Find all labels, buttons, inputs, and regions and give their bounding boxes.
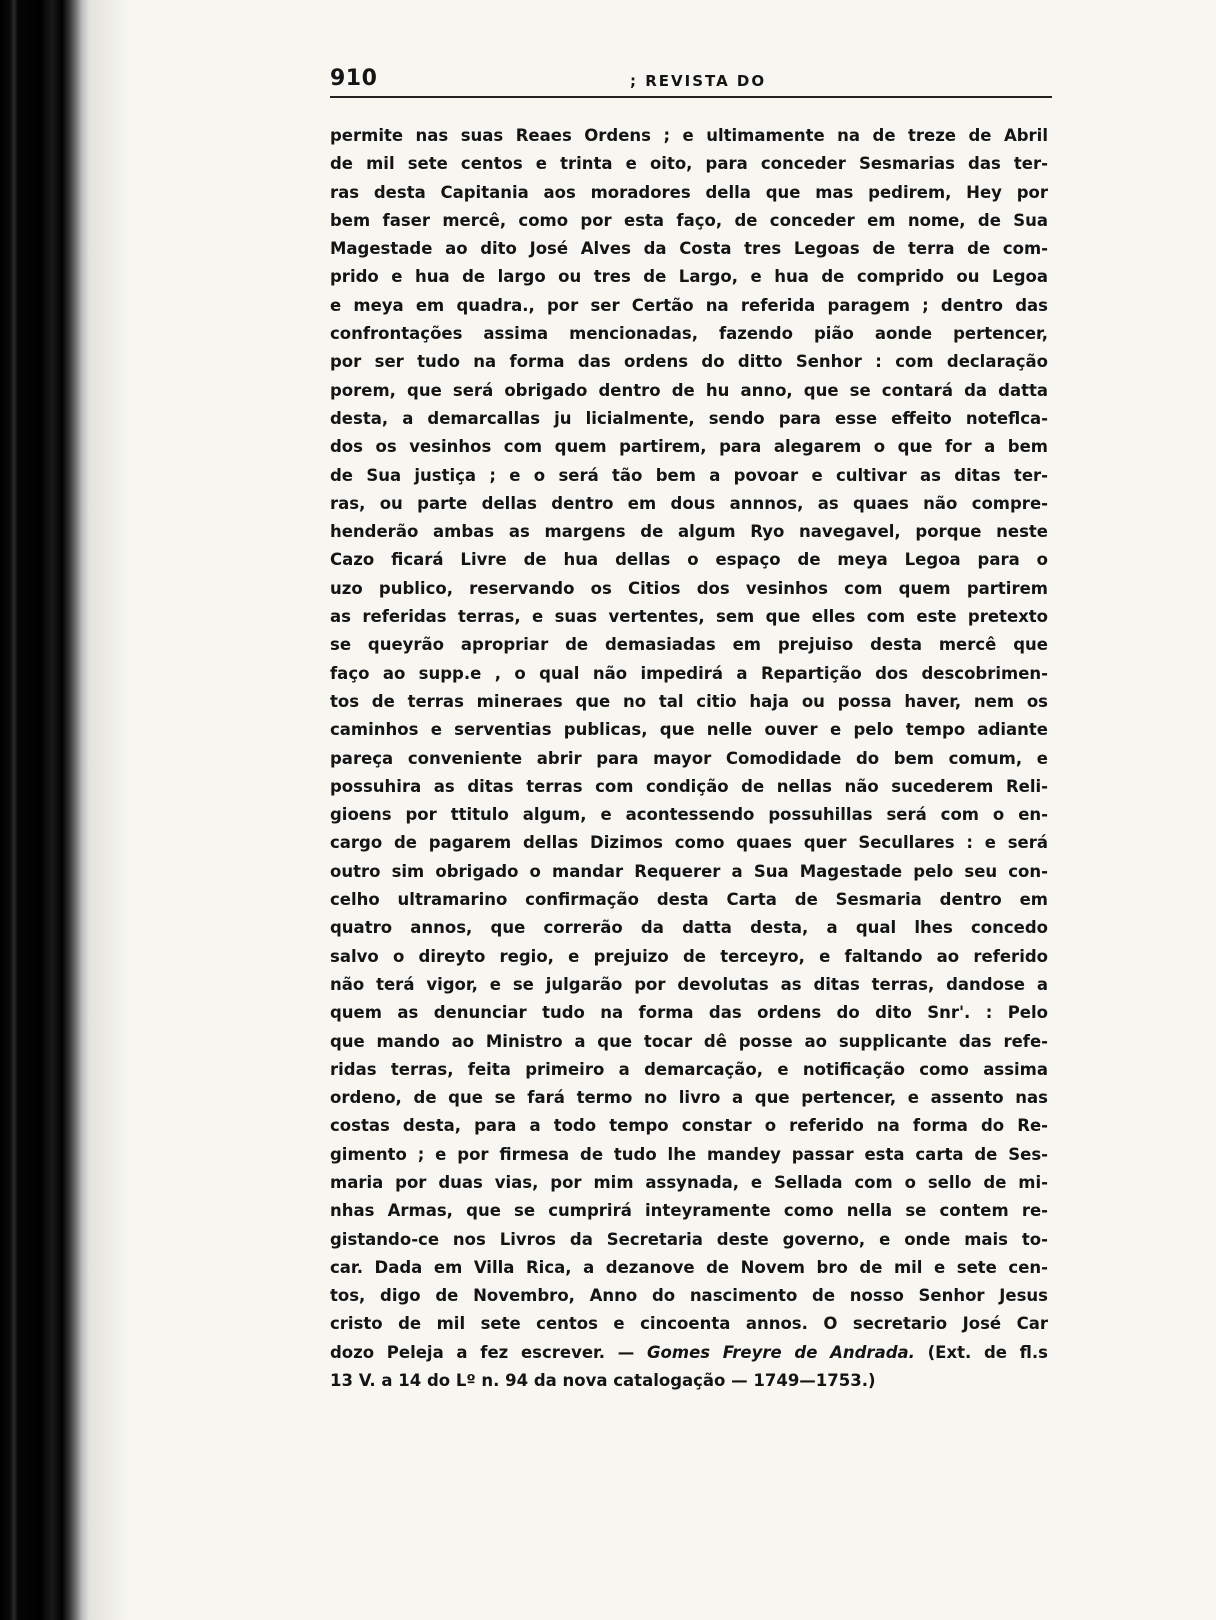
running-head-title: ; REVISTA DO	[630, 72, 767, 90]
text-line: possuhira as ditas terras com condição de nellas não sucederem Reli-	[330, 776, 1048, 796]
text-line: nhas Armas, que se cumprirá inteyramente como nella se contem re-	[330, 1201, 1048, 1221]
text-line-final: 13 V. a 14 do Lº n. 94 da nova catalogação — 1749—1753.)	[330, 1371, 876, 1391]
text-line: outro sim obrigado o mandar Requerer a Sua Magestade pelo seu con-	[330, 861, 1048, 881]
text-line: faço ao supp.e , o qual não impedirá a Repartição dos descobrimen-	[330, 663, 1048, 683]
text-line: por ser tudo na forma das ordens do ditto Senhor : com declaração	[330, 352, 1048, 372]
text-line: uzo publico, reservando os Citios dos vesinhos com quem partirem	[330, 578, 1048, 598]
header-rule	[330, 96, 1052, 98]
binding-shadow	[90, 0, 130, 1620]
document-body	[330, 122, 1060, 1395]
text-line: maria por duas vias, por mim assynada, e Sellada com o sello de mi-	[330, 1172, 1048, 1192]
text-line: as referidas terras, e suas vertentes, sem que elles com este pretexto	[330, 607, 1048, 627]
text-line: ordeno, de que se fará termo no livro a que pertencer, e assento nas	[330, 1088, 1048, 1108]
text-line: costas desta, para a todo tempo constar o referido na forma do Re-	[330, 1116, 1048, 1136]
text-line: e meya em quadra., por ser Certão na referida paragem ; dentro das	[330, 295, 1048, 315]
signature-line-suffix: (Ext. de fl.s	[914, 1342, 1048, 1362]
signature-line-prefix: dozo Peleja a fez escrever. —	[330, 1342, 648, 1362]
text-line: permite nas suas Reaes Ordens ; e ultimamente na de treze de Abril	[330, 126, 1048, 145]
text-line: henderão ambas as margens de algum Ryo navegavel, porque neste	[330, 522, 1048, 542]
text-line: quem as denunciar tudo na forma das ordens do dito Snr'. : Pelo	[330, 1003, 1048, 1023]
text-line: cargo de pagarem dellas Dizimos como quaes quer Secullares : e será	[330, 833, 1048, 853]
text-line: tos de terras mineraes que no tal citio haja ou possa haver, nem os	[330, 691, 1048, 711]
text-line	[330, 1339, 1048, 1367]
text-line: Cazo ficará Livre de hua dellas o espaço de meya Legoa para o	[330, 550, 1048, 570]
text-line: dos os vesinhos com quem partirem, para alegarem o que for a bem	[330, 437, 1048, 457]
text-line: caminhos e serventias publicas, que nelle ouver e pelo tempo adiante	[330, 720, 1048, 740]
text-line: tos, digo de Novembro, Anno do nascimento de nosso Senhor Jesus	[330, 1286, 1048, 1306]
text-line: prido e hua de largo ou tres de Largo, e hua de comprido ou Legoa	[330, 267, 1048, 287]
text-line: Magestade ao dito José Alves da Costa tres Legoas de terra de com-	[330, 239, 1048, 259]
running-head	[330, 62, 1060, 96]
text-line: porem, que será obrigado dentro de hu anno, que se contará da datta	[330, 380, 1048, 400]
text-line: gioens por ttitulo algum, e acontessendo possuhillas será com o en-	[330, 805, 1048, 825]
text-line: que mando ao Ministro a que tocar dê posse ao supplicante das refe-	[330, 1031, 1048, 1051]
text-line: pareça conveniente abrir para mayor Comodidade do bem comum, e	[330, 748, 1048, 768]
text-line: de Sua justiça ; e o será tão bem a povoar e cultivar as ditas ter-	[330, 465, 1048, 485]
book-binding-edge	[0, 0, 90, 1620]
text-line: ridas terras, feita primeiro a demarcação, e notificação como assima	[330, 1059, 1048, 1079]
text-line: desta, a demarcallas ju licialmente, sendo para esse effeito noteflca-	[330, 408, 1048, 428]
text-line: quatro annos, que correrão da datta desta, a qual lhes concedo	[330, 918, 1048, 938]
text-line: de mil sete centos e trinta e oito, para conceder Sesmarias das ter-	[330, 154, 1048, 174]
text-line: confrontações assima mencionadas, fazendo pião aonde pertencer,	[330, 324, 1048, 344]
text-line: gimento ; e por firmesa de tudo lhe mandey passar esta carta de Ses-	[330, 1144, 1048, 1164]
text-line: ras desta Capitania aos moradores della que mas pedirem, Hey por	[330, 182, 1048, 202]
book-page	[330, 62, 1060, 1395]
text-line: car. Dada em Villa Rica, a dezanove de Novem bro de mil e sete cen-	[330, 1257, 1048, 1277]
text-line: cristo de mil sete centos e cincoenta annos. O secretario José Car	[330, 1314, 1048, 1334]
signature: Gomes Freyre de Andrada.	[647, 1342, 915, 1362]
text-line: não terá vigor, e se julgarão por devolutas as ditas terras, dandose a	[330, 974, 1048, 994]
text-line: se queyrão apropriar de demasiadas em prejuiso desta mercê que	[330, 635, 1048, 655]
text-line: salvo o direyto regio, e prejuizo de terceyro, e faltando ao referido	[330, 946, 1048, 966]
text-line: celho ultramarino confirmação desta Carta de Sesmaria dentro em	[330, 890, 1048, 910]
text-line: ras, ou parte dellas dentro em dous annnos, as quaes não compre-	[330, 493, 1048, 513]
text-line: bem faser mercê, como por esta faço, de conceder em nome, de Sua	[330, 210, 1048, 230]
page-number: 910	[330, 66, 378, 91]
text-line: gistando-ce nos Livros da Secretaria deste governo, e onde mais to-	[330, 1229, 1048, 1249]
